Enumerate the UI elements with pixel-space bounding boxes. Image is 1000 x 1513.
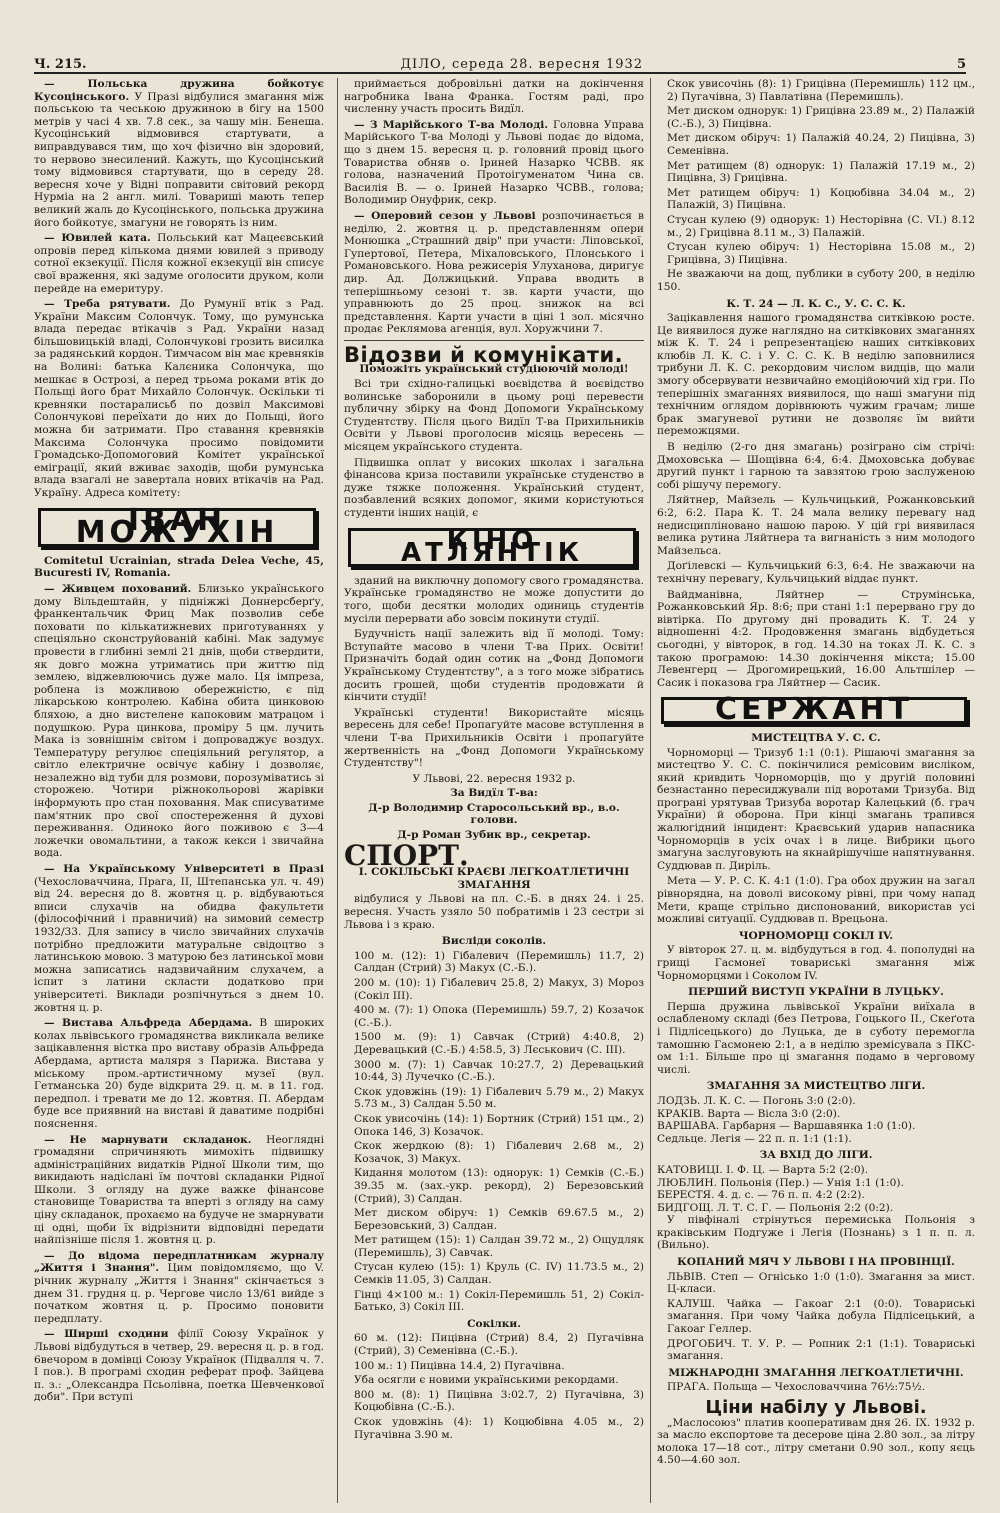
- attendance-note: Не зважаючи на дощ, публики в суботу 200, в неділю 150.: [657, 268, 975, 293]
- chornomortsi-heading: ЧОРНОМОРЦІ СОКІЛ IV.: [738, 929, 894, 942]
- result-line: ДРОГОБИЧ. Т. У. Р. — Ропник 2:1 (1:1). Товариські змагання.: [667, 1337, 975, 1363]
- column-2: [337, 78, 644, 1503]
- women-results-heading: Сокілки.: [467, 1317, 521, 1330]
- result-line: БЕРЕСТЯ. 4. д. с. — 76 п. п. 4:2 (2:2).: [657, 1189, 865, 1202]
- result-line: ЛЮБЛИН. Польонія (Пер.) — Унія 1:1 (1:0).: [657, 1176, 904, 1189]
- men-results-heading: Висліди соколів.: [441, 935, 547, 948]
- result-line: Мет диском обіруч: 1) Семків 69.67.5 м., 2) Березовський, 3) Салдан.: [354, 1207, 644, 1232]
- issue-number: Ч. 215.: [34, 57, 87, 72]
- result-line: 800 м. (8): 1) Пицівна 3:02.7, 2) Пугачівна, 3) Коцюбівна (С.-Б.).: [354, 1388, 644, 1414]
- tennis-p5: Вайдманівна, Ляйтнер — Струмінська, Рожанковський Яр. 8:6; при стані 1:1 перервано гру до вівтірка. По другому дні провадить К. Т. 24 у відношенні 4:2. Продовження змагань відбудеться сьогодні, у вівторок, в год. 14.30 на токах Л. К. С. з такою програмою: 14.30 докінчення мікста; 15.00 Левенгерц — Дрогомирецький, 16.00 Альтшілер — Сасик і показова гра Ляйтнер — Сасик.: [657, 588, 975, 689]
- result-line: ЛОДЗЬ. Л. К. С. — Погонь 3:0 (2:0).: [657, 1094, 856, 1107]
- result-line: Стусан кулею (15): 1) Круль (С. IV) 11.73.5 м., 2) Семків 11.05, 3) Салдан.: [354, 1261, 644, 1287]
- appeal-p4: Будучність нації залежить від її молоді. Тому: Вступайте масово в члени Т-ва Прих. Освіти! Призначіть бодай один сотик на „Фонд Допомоги Українському Студентству", а з того може зібратись досить грошей, щоби студентів продовжати й кінчити студії!: [344, 628, 644, 704]
- committee-address: Comitetul Ucrainian, strada Delea Veche, 45, Bucuresti IV, Romania.: [34, 554, 324, 580]
- article-boycott: — Польська дружина бойкотує Кусоцінського. У Празі відбулися змагання між польською та чеською дружиною в бігу на 1500 метрів у часі 4 хв. 7.8 сек., за чашу мін. Бенеша. Кусоцінський відмовився стартувати, а виправдувався тим, що хоч фізично він здоровий, то нервово знесилений. Кажуть, що Кусоцінський тому відмовився стартувати, що в середу 28. вересня хоче у Відні поправити світовий рекорд Нурміа на 2 англ. милі. Товариші мають тепер великий жаль до Кусоцінського, польська дружина його бойкотує, змагуни не говорять із ним.: [34, 78, 324, 229]
- intl-heading: МІЖНАРОДНІ ЗМАГАННЯ ЛЕГКОАТЛЕТИЧНІ.: [668, 1366, 964, 1379]
- article-aberdam: — Вистава Альфреда Абердама. В широких колах львівського громадянства викликала велике зацікавлення вістка про виставу образів Альфреда Абердама, артиста маляря з Парижа. Вистава у міському пром.-артистичному музеї (вул. Гетманська 20) буде відкрита 29. ц. м. в 11. год. передпол. і тревати ме до 12. жовтня. П. Абердам буде все приявний на виставі й даватиме подрібні пояснення.: [34, 1017, 324, 1130]
- ad-serzhant: СЕРЖАНТ: [661, 697, 967, 724]
- result-line: Седльце. Легія — 22 п. п. 1:1 (1:1).: [657, 1132, 852, 1145]
- result-line: 60 м. (12): Пицівна (Стрий) 8.4, 2) Пугачівна (Стрий), 3) Семенівна (С.-Б.).: [354, 1332, 644, 1358]
- appeal-p1: Всі три східно-галицькі воєвідства й воєвідство волинське заборонили в цьому році перевести публичну збірку на Фонд Допомоги Українському Студентству. Після цього Видїл Т-ва Прихильників Освіти у Львові проголосив місяць вересень — місяцем українського студента.: [344, 378, 644, 454]
- result-line: 400 м. (7): 1) Опока (Перемишль) 59.7, 2) Козачок (С.-Б.).: [354, 1004, 644, 1029]
- league-entry-results: [657, 1164, 975, 1214]
- league-heading: ЗМАГАННЯ ЗА МИСТЕЦТВО ЛІГИ.: [706, 1080, 926, 1093]
- column-1: [34, 78, 324, 1503]
- lutsk-heading: ПЕРШИЙ ВИСТУП УКРАЇНИ В ЛУЦЬКУ.: [688, 986, 944, 999]
- article-opera: — Оперовий сезон у Львові розпочинається в неділю, 2. жовтня ц. р. представленням опери Монюшка „Страшний двір" при участи: Ліповської, Гупертової, Петера, Міхаловського, Плонського і Романовського. Нова режисерія Улуханова, диригує дир. Ад. Должицький. Управа вводить в теперішньому сезоні т. зв. карти участи, що управнюють до 25 проц. знижок на всі представлення. Карти участи в ціні 1 зол. місячно продає Реклямова агенція, вул. Хоружчини 7.: [344, 209, 644, 336]
- women-results-continued: [657, 78, 975, 266]
- appeal-sign-head: За Видїл Т-ва:: [450, 787, 538, 800]
- result-line: КРАКІВ. Варта — Вісла 3:0 (2:0).: [657, 1107, 841, 1120]
- article-meeting: — Ширші сходини філії Союзу Українок у Львові відбудуться в четвер, 29. вересня ц. р. в год. 6вечором в домівці Союзу Українок (Підвалля ч. 7. I пов.). В програмі сходин реферат проф. Зайцева п. з.: „Олександра Псьолівна, поетка Шевченкової доби". При вступі: [34, 1328, 324, 1404]
- tennis-p1: Зацікавлення нашого громадянства ситківкою росте. Це виявилося дуже наглядно на ситківкових змаганнях між К. Т. 24 і репрезентацією наших ситківкових клюбів Л. К. С. і У. С. С. К. В неділю заповнилися трибуни Л. К. С. рекордовим числом видців, що мали змогу обсервувати незвичайно емоційоючий хід гри. По теперішніх змаганнях виявилося, що наші змагуни під технічним оглядом дорівнюють чужим грачам; лише брак змагуневої рутини не дозволяє їм вийти переможцями.: [657, 312, 975, 438]
- lutsk-text: Перша дружина львівської України виїхала в ослабленому складі (без Петрова, Гоцького II., Скеґота і Підлісецького) до Луцька, де в суботу перемогла тамошню Гасмонею 2:1, а в неділю зремісувала з ПКС-ом 1:1. Більше про ці змагання подамо в черговому числі.: [657, 1000, 975, 1076]
- result-line: Скок увисочінь (14): 1) Бортник (Стрий) 151 цм., 2) Опока 146, 3) Козачок.: [354, 1112, 644, 1138]
- column-3: [650, 78, 975, 1503]
- tennis-p4: Доґілевскі — Кульчицький 6:3, 6:4. Не зважаючи на технічну перевагу, Кульчицький віддає пункт.: [657, 560, 975, 585]
- masthead: [34, 52, 966, 74]
- section-title-sport: СПОРТ.: [344, 838, 469, 872]
- result-line: 100 м. (12): 1) Гібалевич (Перемишль) 11.7, 2) Салдан (Стрий) 3) Макух (С.-Б.).: [354, 949, 644, 975]
- cup-results: [657, 1271, 975, 1363]
- result-line: Стусан кулею (9) однорук: 1) Несторівна (С. VI.) 8.12 м., 2) Грицівна 8.11 м., 3) Палажій.: [667, 213, 975, 239]
- result-line: Мет ратищем (8) однорук: 1) Палажій 17.19 м., 2) Пицівна, 3) Грицівна.: [667, 159, 975, 185]
- result-line: КАЛУШ. Чайка — Гакоаг 2:1 (0:0). Товариські змагання. При чому Чайка добула Підлісецький, а Гакоаг Геллер.: [667, 1297, 975, 1336]
- paper-title-date: ДІЛО, середа 28. вересня 1932: [400, 57, 644, 72]
- league-entry-heading: ЗА ВХІД ДО ЛІГИ.: [759, 1149, 873, 1162]
- result-line: БИДГОЩ. Л. Т. С. Г. — Польонія 2:2 (0:2).: [657, 1201, 894, 1214]
- appeal-date: У Львові, 22. вересня 1932 р.: [412, 772, 576, 785]
- intl-text: ПРАГА. Польща — Чехословаччина 76½:75½.: [667, 1381, 926, 1394]
- divider: [344, 340, 644, 341]
- result-line: Скок жердкою (8): 1) Гібалевич 2.68 м., 2) Козачок, 3) Макух.: [354, 1140, 644, 1165]
- article-university: — На Українському Університеті в Празі (Чехословаччина, Прага, II, Штепанська ул. ч. 49) від 24. вересня до 8. жовтня ц. р. відбуваються вписи слухачів на обидва факультети (філософічний і правничий) на зимовий семестр 1932/33. Для запису в число звичайних слухачів потрібно предложити матуральне свідоцтво з латинською мовою. З матурою без латинської мови можна записатись надзвичайним слухачем, а іспит з латини скласти додатково при університеті. Виклади розпічнуться з днем 10. жовтня ц. р.: [34, 863, 324, 1014]
- football-p1: Чорноморці — Тризуб 1:1 (0:1). Рішаючі змагання за мистецтво У. С. С. покінчилися ремісовим висліком, який кривдить Чорноморців, що у другій половині безнастанно пересиджували під воротами Тризуба. Від програні урятував Тризуба воротар Калецький (б. грач України) й оборона. При кінці змагань трапився жалюгідний інцидент: Краєвський ударив напасника Чорноморців в усіх очах і в лице. Вибрики цього змагуна заслуговують на якнайрішучіше напятнування. Суддював п. Диріль.: [657, 746, 975, 872]
- sport-intro: відбулися у Львові на пл. С.-Б. в днях 24. і 25. вересня. Участь узяло 50 побратимів і 23 сестри зі Львова і з краю.: [344, 893, 644, 931]
- ad-kino-atlantik: КІНО АТЛЯНТІК: [348, 528, 636, 567]
- page-number: 5: [956, 57, 966, 72]
- ad-ivan-mozhukhin: ІВАН МОЖУХІН: [38, 508, 316, 547]
- appeal-p2: Підвишка оплат у високих школах і загальна фінансова криза поставили українське студенство в дуже тяжке положення. Український студент, позбавлений всяких допомог, якими користуються студенти інших націй, є: [344, 456, 644, 519]
- football-p2: Мета — У. Р. С. К. 4:1 (1:0). Гра обох дружин на загал рівнорядна, на доволі високому рівні, при чому напад Мети, краще стрільно диспонований, використав усі можливі ситуації. Суддював п. Врецьона.: [657, 875, 975, 926]
- result-line: Гінці 4×100 м.: 1) Сокіл-Перемишль 51, 2) Сокіл-Батько, 3) Сокіл III.: [354, 1288, 644, 1314]
- result-line: Уба осягли є новими українськими рекордами.: [354, 1374, 619, 1387]
- result-line: Скок удовжінь (4): 1) Коцюбівна 4.05 м., 2) Пугачівна 3.90 м.: [354, 1416, 644, 1441]
- tennis-p3: Ляйтнер, Майзель — Кульчицький, Рожанковський 6:2, 6:2. Пара К. Т. 24 мала велику перевагу над недисципліновано нашою парою. У цій грі виявилася велика рутина Ляйтнера та вигнаність з ним молодого Майзельса.: [657, 494, 975, 557]
- women-results: [344, 1332, 644, 1441]
- article-executioner: — Ювилей ката. Польський кат Мацеєвський опровів перед кількома днями ювилей з приводу сотної екзекуції. Після кожної екзекуції він списує свої враження, які задуме оголосити друком, коли перейде на емеритуру.: [34, 232, 324, 295]
- chornomortsi-text: У вівторок 27. ц. м. відбудуться в год. 4. пополудні на грищі Гасмонеї товариські змагання між Чорноморцями і Соколом IV.: [657, 944, 975, 982]
- result-line: 3000 м. (7): 1) Савчак 10:27.7, 2) Деревацький 10:44, 3) Лучечко (С.-Б.).: [354, 1058, 644, 1084]
- result-line: Мет ратищем обіруч: 1) Коцюбівна 34.04 м., 2) Палажій, 3) Пицівна.: [667, 186, 975, 212]
- result-line: 100 м.: 1) Пицівна 14.4, 2) Пугачівна.: [354, 1359, 565, 1372]
- prices-text: „Маслосоюз" платив кооперативам дня 26. IX. 1932 р. за масло експортове та десерове ціна 2.80 зол., за літру молока 17—18 сот., літру сметани 0.90 зол., копу яєць 4.50—4.60 зол.: [657, 1416, 975, 1467]
- result-line: Мет диском обіруч: 1) Палажій 40.24, 2) Пицівна, 3) Семенівна.: [667, 132, 975, 157]
- result-line: Скок увисочінь (8): 1) Грицівна (Перемишль) 112 цм., 2) Пугачівна, 3) Павлатівна (Перемишль).: [667, 78, 975, 103]
- tennis-heading: К. Т. 24 — Л. К. С., У. С. С. К.: [726, 297, 906, 310]
- result-line: ВАРШАВА. Гарбарня — Варшавянка 1:0 (1:0).: [657, 1120, 916, 1133]
- league-entry-note: У півфіналі стрінуться перемиська Польонія з краківським Подгуже і Легія (Познань) з 1 п. п. л. (Вильно).: [657, 1214, 975, 1252]
- appeal-p3: зданий на виключну допомогу свого громадянства. Українське громадянство не може допустити до того, щоби десятки молодих одиниць студентів мусіли перервати або зовсім покинути студії.: [344, 574, 644, 625]
- article-buried-alive: — Живцем похований. Близько українського дому Вільдештайн, у підніжжі Доннерсберґу, франкентальчик Фриц Мак позволив себе поховати по кількатижневих приготуваннях у спеціяльно сконструйованій кабіні. Мак задумує провести в глибині землі 21 днів, щоби ствердити, як довго можна утриматись при життю під землею, віджевлюючись дуже мало. Ця імпреза, роблена із можливою обережністю, є під лікарською контролею. Кабіна обита цинковою бляхою, а дно вистелене капоковим матрацом і подушкою. Рура цинкова, проміру 5 цм. лучить Мака із зовнішнім світом і допроваджує воздух. Температуру регулює спеціяльний регулятор, а світло електричне освічує кабіну і дозволяє, незалежно від туби для розмови, порозуміватись зі сторожею. Чотири ріжнокольорові жарівки інформують про стан поховання. Мак списуватиме пам'ятник про свої спостереження й духові переживання. Одиноко його поживою є 3—4 ложечки овомальтини, а також кекси і звичайна вода.: [34, 582, 324, 860]
- result-line: Мет ратищем (15): 1) Салдан 39.72 м., 2) Ощудляк (Перемишль), 3) Савчак.: [354, 1234, 644, 1259]
- prices-heading: Ціни набілу у Львові.: [705, 1397, 927, 1418]
- league-results: [657, 1095, 975, 1145]
- appeal-p5: Українські студенти! Використайте місяць вересень для себе! Пропагуйте масове вступлення в члени Т-ва Прихильників Освіти і пропагуйте жертвенність на „Фонд Допомоги Українському Студентству"!: [344, 706, 644, 770]
- article-marian-society: — З Марійського Т-ва Молоді. Головна Управа Марійського Т-ва Молоді у Львові подає до відома, що з днем 15. вересня ц. р. головний провід цього Товариства обняв о. Іриней Назарко ЧСВВ. як голова, назначений Протоігуменатом Чина св. Василія В. — о. Іриней Назарко ЧСВВ., голова; Володимир Онуфрик, секр.: [344, 118, 644, 207]
- tennis-p2: В неділю (2-го дня змагань) розіграно сім стрічі: Дмоховська — Шощівна 6:4, 6:4. Дмоховська добуває другий пункт і гарною та завзятою грою заслуженою собі рішучу перемогу.: [657, 441, 975, 491]
- appeal-subtitle: Поможіть український студіюючій молоді!: [359, 363, 629, 376]
- result-line: ЛЬВІВ. Степ — Огнісько 1:0 (1:0). Змагання за мист. Ц-класи.: [667, 1270, 975, 1296]
- cup-heading: КОПАНИЙ МЯЧ У ЛЬВОВІ І НА ПРОВІНЦІЇ.: [677, 1256, 955, 1269]
- result-line: КАТОВИЦІ. I. Ф. Ц. — Варта 5:2 (2:0).: [657, 1163, 869, 1176]
- appeal-sign-2: Д-р Роман Зубик вр., секретар.: [397, 829, 591, 842]
- article-journal: — До відома передплатникам журналу „Життя і Знання". Цим повідомляємо, що V. річник журналу „Життя і Знання" скінчається з днем 31. грудня ц. р. Чергове число 13/61 вийде з початком жовтня ц. р. Просимо поновити передплату.: [34, 1249, 324, 1325]
- men-results: [344, 950, 644, 1314]
- football-heading: МИСТЕЦТВА У. С. С.: [751, 731, 881, 744]
- appeal-sign-1: Д-р Володимир Старосольський вр., в.о. голови.: [368, 801, 620, 827]
- article-folders: — Не марнувати складанок. Неоглядні громадяни спричиняють мимохіть підвишку адміністраційних видатків Рідної Школи тим, що викидають надіслані їм почтові складанки Рідної Школи. З огляду на дуже важке фінансове становище Товариства та вперті з огляду на саму ціну складанок, прохаємо на будуче не змарнувати ці одні, щоби їх відрізнити відповідні передати найпізніше після 1. жовтня ц. р.: [34, 1133, 324, 1247]
- result-line: Мет диском однорук: 1) Грицівна 23.89 м., 2) Палажій (С.-Б.), 3) Пицівна.: [667, 105, 975, 130]
- article-rescue: — Треба рятувати. До Румунії втік з Рад. України Максим Солончук. Тому, що румунська влада передає втікачів з Рад. України назад більшовицькій владі, Солончукові грозить висилка за радянський кордон. Тимчасом він має кревняків на Волині: батька Калєника Солончука, що мешкає в Острозі, а перед трьома роками втік до Польщі його брат Михайло Солончук. Оскільки ті кревняки постаралисьб по дозвіл Максимові Солончукові переїхати до них до Польщі, його можна би затримати. Про ставання кревняків Максима Солончука просимо повідомити Громадсько-Допомоговий Комітет української еміграції, який вживає заходів, щоби румунська влада взагалі не завертала нових втікачів на Рад. Україну. Адреса комітету:: [34, 298, 324, 499]
- article-franko: приймається добровільні датки на докінчення нагробника Івана Франка. Гостям раді, про численну участь просить Видїл.: [344, 78, 644, 116]
- result-line: 200 м. (10): 1) Гібалевич 25.8, 2) Макух, 3) Мороз (Сокіл III).: [354, 977, 644, 1002]
- section-title-appeals: Відозви й комунікати.: [344, 342, 624, 367]
- result-line: Скок удовжінь (19): 1) Гібалевич 5.79 м., 2) Макух 5.73 м., 3) Салдан 5.50 м.: [354, 1085, 644, 1111]
- sport-heading: I. СОКІЛЬСЬКІ КРАЄВІ ЛЕГКОАТЛЕТИЧНІ ЗМАГАННЯ: [358, 866, 630, 891]
- result-line: Стусан кулею обіруч: 1) Несторівна 15.08 м., 2) Грицівна, 3) Пицівна.: [667, 241, 975, 266]
- result-line: Кидання молотом (13): однорук: 1) Семків (С.-Б.) 39.35 м. (зах.-укр. рекорд), 2) Березовський (Стрий), 3) Салдан.: [354, 1167, 644, 1205]
- result-line: 1500 м. (9): 1) Савчак (Стрий) 4:40.8, 2) Деревацький (С.-Б.) 4:58.5, 3) Лєськович (С. III).: [354, 1031, 644, 1056]
